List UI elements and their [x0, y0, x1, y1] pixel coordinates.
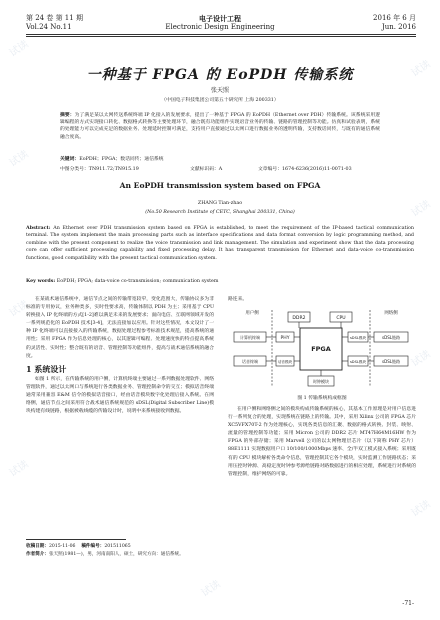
affiliation-cn: （中国电子科技集团公司第五十研究所 上海 200331）: [161, 98, 279, 103]
received-date: 2015-11-06: [48, 544, 76, 549]
ddr2-label: DDR2: [292, 316, 306, 321]
header-date-en: Jun. 2016: [381, 23, 416, 31]
header-volume-en: Vol.24 No.11: [26, 23, 72, 31]
watermark-stamp: 试读: [7, 298, 31, 320]
abstract-en-label: Abstract:: [26, 225, 51, 231]
voice-module-label: 话音模块: [277, 360, 293, 364]
classification-cn: 中图分类号：TN911.72;TN915.19: [60, 167, 139, 172]
footnote-received: [26, 543, 226, 550]
header-date-cn: 2016 年 6 月: [373, 14, 416, 22]
header-journal-cn: 电子设计工程: [199, 14, 241, 23]
sdsl-module-label-2: sDSL模块: [349, 360, 367, 364]
right-lead-text: 路连来。: [228, 297, 248, 302]
sdsl-module-label-1: sDSL模块: [349, 336, 367, 340]
header-rule: [26, 34, 416, 35]
sdsl-link-label-2: sDSL链路: [382, 359, 400, 364]
abstract-cn-text: 为了满足某以太网传送系统终端 IP 化接入的发展要求，提出了一种基于 FPGA 的 EoPDH（Ethernet over PDH）传输系统。该系统采用逻辑编程的方式实现接口转化、数据格式转换等主要处理环节，融合既有功能组件实现语音业务的传输、链路的管理控制等功能。仿真和试验表明，系统的处理能力可以完成充足的数据业务、处理延时控制可满足，支持用户直接通过以太网口进行数据业务的透明传输，支持数话同传，与既有的通信系统融合度高。: [60, 113, 380, 140]
document-mark-cn: 文献标识码：A: [190, 167, 223, 172]
computer-terminal-label: 计算机终端: [240, 335, 260, 340]
watermark-stamp: 试读: [7, 38, 31, 60]
section-1-paragraph: 如图 1 所示，在传输系统的用户侧，计算机终端主要通过一系列数据处理软件、网络管理软件，通过以太网口与系统进行各类数据业务、管理控制命令的交互；模拟话音终端通常采用兼容 E&M 信令的模拟话音接口，经由话音模块数字化处理后接入系统。在网络侧，通信节点之间采用符合战术通信系统规范的 sDSL(Digital Subscriber Line)模块构建有线链路，根据被载线缆的传输设计时，说明中来系统接收到数据。: [26, 376, 214, 415]
sdsl-link-label-1: sDSL链路: [382, 335, 400, 340]
header-volume-cn: 第 24 卷 第 11 期: [26, 14, 83, 22]
section-1-heading: 1 系统设计: [26, 363, 67, 374]
keywords-en: [26, 278, 414, 285]
title-cn: 一种基于 FPGA 的 EoPDH 传输系统: [86, 67, 354, 83]
figure-1-caption: 图 1 传输系统构成框图: [297, 396, 347, 401]
cpu-label: CPU: [336, 316, 346, 321]
watermark-stamp: 试读: [199, 578, 223, 600]
received-label: 收稿日期：: [26, 544, 49, 549]
watermark-stamp: 试读: [7, 458, 31, 480]
user-side-label: 用户侧: [245, 311, 259, 316]
author-en: ZHANG Tian-zhao: [197, 201, 243, 206]
right-column-lead: [228, 296, 416, 304]
clock-module-label: 时钟模块: [313, 379, 329, 384]
header-rule-2: [26, 36, 416, 37]
fund-number: 201511065: [104, 544, 131, 549]
keywords-cn: [60, 156, 380, 163]
keywords-cn-text: EoPDH；FPGA；数话同传；通信系统: [79, 157, 164, 162]
watermark-stamp: 试读: [7, 148, 31, 170]
author-cn: 张天照: [210, 87, 229, 94]
body-right-column: [228, 406, 416, 534]
fpga-label: FPGA: [311, 345, 331, 353]
header-journal-en: Electronic Design Engineering: [165, 23, 275, 31]
abstract-cn: [60, 112, 380, 141]
network-side-label: 网络侧: [384, 311, 398, 316]
voice-terminal-label: 话音终端: [242, 359, 258, 364]
keywords-en-text: EoPDH; FPGA; data-voice co-transmission; communication system: [56, 279, 219, 284]
watermark-stamp: 试读: [409, 58, 433, 80]
page-number: -71-: [402, 600, 414, 607]
title-en: An EoPDH transmission system based on FPGA: [119, 181, 321, 190]
article-number-cn: 文章编号：1674-6236(2016)11-0071-03: [258, 167, 352, 172]
keywords-cn-label: 关键词：: [60, 156, 80, 162]
abstract-cn-label: 摘要：: [60, 112, 75, 118]
watermark-stamp: 试读: [409, 348, 433, 370]
body-left-column: [26, 296, 214, 534]
phy-label: PHY: [280, 336, 290, 341]
fund-label: 稿件编号：: [81, 544, 105, 549]
footnote-rule: [26, 539, 126, 540]
watermark-stamp: 试读: [409, 498, 433, 520]
right-paragraph: 在用户侧和网络侧之间的模块构成传输系统的核心，其基本工作原理是对用户信息进行一系列复合的处理，实现系统在链路上的传输。其中，采用 Xilinx 公司的 FPGA 芯片 XC5VFX70T-2 作为处理核心，实现各类信息的汇聚、数据的格式转换、封装、映射、流量的管理控制等功能；采用 Micron 公司的 DDR2 芯片 MT47H64M16HW 作为 FPGA 的外部存储；采用 Marvell 公司的以太网物理层芯片（以下简称 PHY 芯片）88E1111 实现数据用户口 10/100/1000Mbps 速率、全/半双工模式接入系统；采用既有的 CPU 模块解析各类命令信息，管理控制其它各个模块，实时监测工作链路状态；采用压控时钟源、高稳定度时钟参考源给链路对路数据进行的相应处理，系统进行对系统的管理控制，维护网络的可靠。: [228, 407, 416, 477]
intro-paragraph: 在某战术通信系统中，通信节点之间的传输带宽较窄，变化范围大，传输协议多为非标准的专用协议，业务种类多，实时性要求高，传输体制以 PDH 为主；采用基于 CPU 转换接入 IP 化终端的方式[1-2]难以满足未来的发展要求；面向电信、互联网领域开发的一系列规范化的 EoPDH 技术[3-4]，无法直接加以应用。针对这些情况，本文设计了一种 IP 化终端可以直接接入的传输系统，数据处理过程参考标准技术规范，提高系统的通用性；采用 FPGA 作为信息处理的核心，以其逻辑可编程、处理速度快的特点提高系统的灵活性、实时性；整合既有的语音、管理控制等功能组件，提高与战术通信系统的融合度。: [26, 297, 214, 359]
affiliation-en: (No.50 Research Institute of CETC, Shanghai 200331, China): [145, 210, 295, 215]
abstract-en-text: An Ethernet over PDH transmission system based on FPGA is established, to meet the requirement of the IP-based tactical communication terminal. The system implement the main processing parts such as interface specifications and data format conversion by logic programming method, and combine with the present component to realize the voice transmission and link management. The simulation and experiment show that the data processing core can offer sufficient processing capability and fixed processing delay. It has transparent transmission for Ethernet and data-voice co-transmission functions, good compatibility with the present tactical communication system.: [26, 226, 414, 261]
bio-text: 张天照(1981—)，男，河南南阳人，硕士，研究方向：通信系统。: [48, 552, 184, 557]
watermark-stamp: 试读: [409, 198, 433, 220]
footnote-bio: [26, 551, 416, 558]
system-block-diagram: [232, 306, 412, 392]
abstract-en: [26, 225, 414, 262]
keywords-en-label: Key words:: [26, 278, 56, 284]
bio-label: 作者简介：: [26, 552, 49, 557]
